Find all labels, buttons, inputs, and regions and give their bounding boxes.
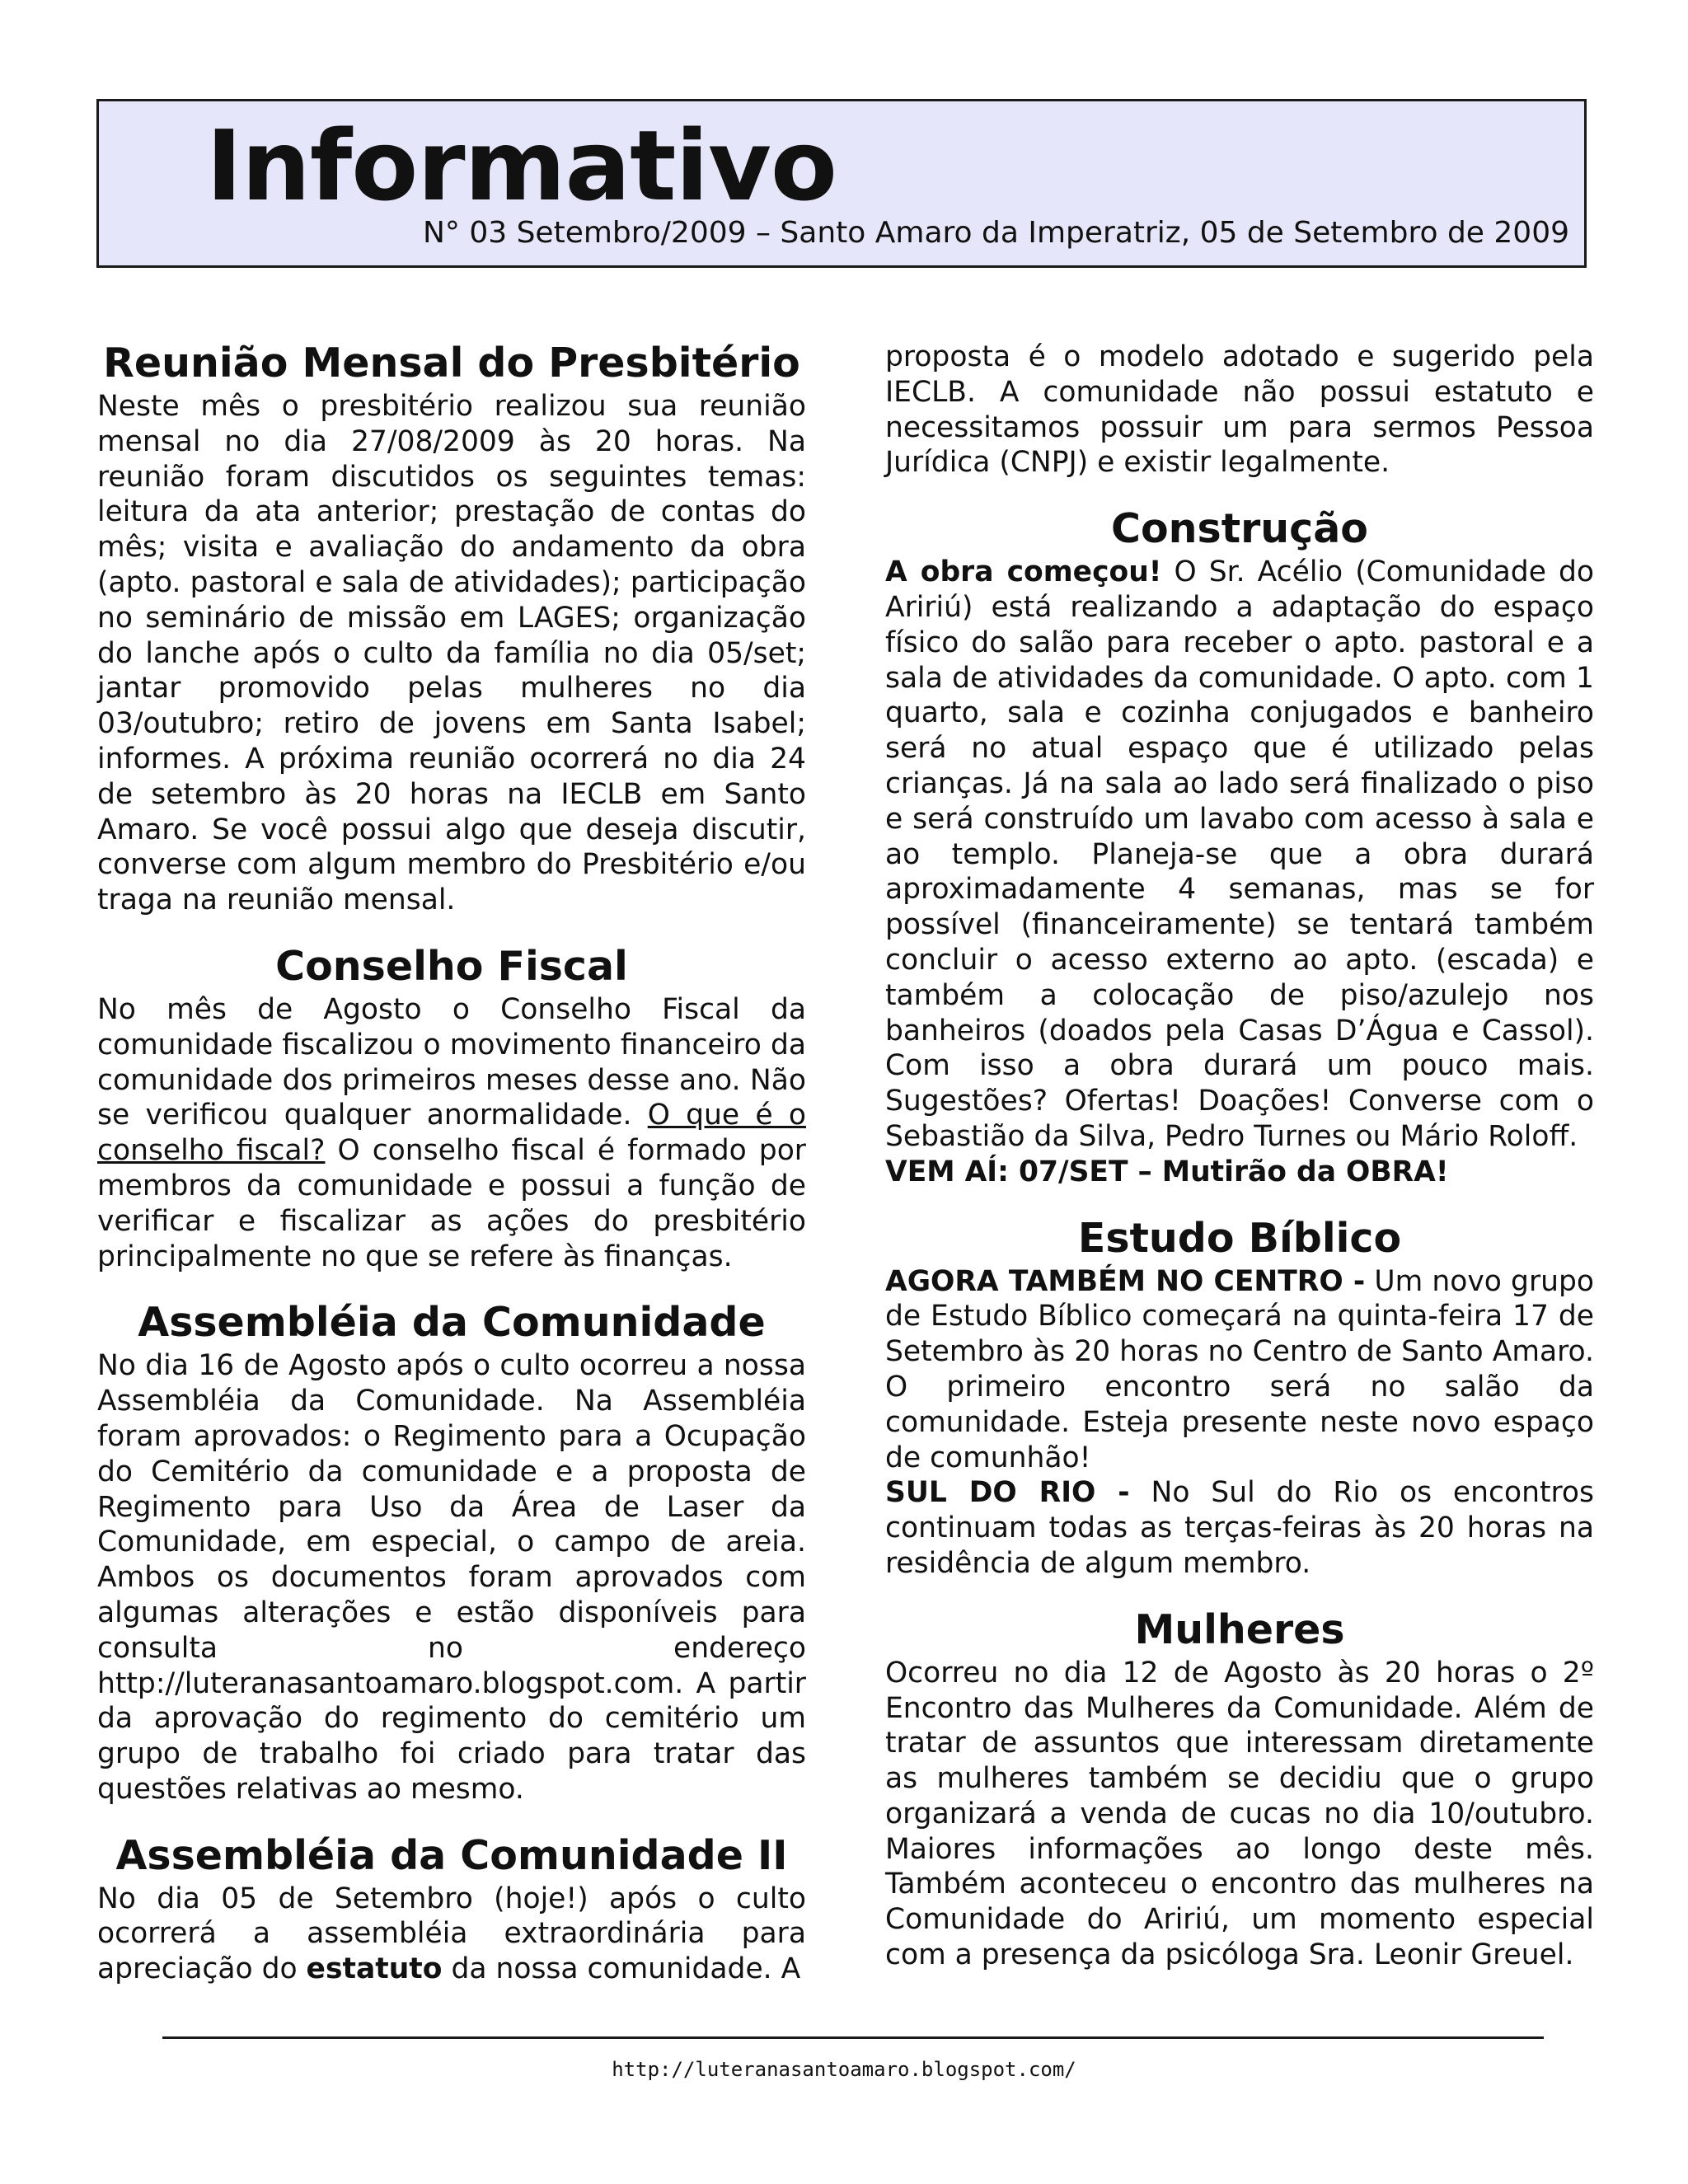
question-text: O que é o conselho fiscal? bbox=[97, 1099, 806, 1168]
section-heading: Assembléia da Comunidade II bbox=[115, 1831, 788, 1879]
section-heading: Estudo Bíblico bbox=[1077, 1214, 1402, 1262]
lead-text: A obra começou! bbox=[885, 555, 1162, 589]
body-text: No Sul do Rio os encontros continuam todas as terças-feiras às 20 horas na residência de algum membro. bbox=[885, 1476, 1594, 1580]
section-body bbox=[885, 1475, 1594, 1581]
body-text: Um novo grupo de Estudo Bíblico começará na quinta-feira 17 de Setembro às 20 horas no Centro de Santo Amaro. O primeiro encontro será no salão da comunidade. Esteja presente neste novo espaço de comunhão! bbox=[885, 1264, 1595, 1474]
spacer bbox=[885, 1582, 1594, 1605]
section-conselho-fiscal bbox=[97, 941, 806, 1274]
right-column bbox=[885, 340, 1594, 1973]
section-body bbox=[885, 1264, 1594, 1476]
body-text: O conselho fiscal é formado por membros da comunidade e possui a função de verificar e fiscalizar as ações do presbitério principalmente no que se refere às finanças. bbox=[97, 1134, 806, 1273]
notice-text: VEM AÍ: 07/SET – Mutirão da OBRA! bbox=[885, 1155, 1449, 1188]
spacer bbox=[97, 1274, 806, 1297]
lead-text: AGORA TAMBÉM NO CENTRO - bbox=[885, 1264, 1366, 1298]
left-column bbox=[97, 338, 806, 1987]
spacer bbox=[97, 918, 806, 941]
section-body: No dia 16 de Agosto após o culto ocorreu a nossa Assembléia da Comunidade. Na Assembléia foram aprovados: o Regimento para a Ocupação do Cemitério da comunidade e a proposta de Regimento para Uso da Área de Laser da Comunidade, em especial, o campo de areia. Ambos os documentos foram aprovados com algumas alterações e estão disponíveis para consulta no endereço http://luteranasantoamaro.blogspot.com. A partir da aprovação do regimento do cemitério um grupo de trabalho foi criado para tratar das questões relativas ao mesmo. bbox=[97, 1349, 806, 1806]
section-heading: Conselho Fiscal bbox=[275, 942, 628, 990]
section-assembleia bbox=[97, 1297, 806, 1807]
section-body: Ocorreu no dia 12 de Agosto às 20 horas o 2º Encontro das Mulheres da Comunidade. Além de tratar de assuntos que interessam diretamente as mulheres também se decidiu que o grupo organizará a venda de cucas no dia 10/outubro. Maiores informações ao longo deste mês. Também aconteceu o encontro das mulheres na Comunidade do Aririú, um momento especial com a presença da psicóloga Sra. Leonir Greuel. bbox=[885, 1656, 1594, 1972]
spacer bbox=[885, 1190, 1594, 1213]
section-assembleia-ii-continued bbox=[885, 340, 1594, 480]
section-body: Neste mês o presbitério realizou sua reunião mensal no dia 27/08/2009 às 20 horas. Na reunião foram discutidos os seguintes temas: leitura da ata anterior; prestação de contas do mês; visita e avaliação do andamento da obra (apto. pastoral e sala de atividades); participação no seminário de missão em LAGES; organização do lanche após o culto da família no dia 05/set; jantar promovido pelas mulheres no dia 03/outubro; retiro de jovens em Santa Isabel; informes. A próxima reunião ocorrerá no dia 24 de setembro às 20 horas na IECLB em Santo Amaro. Se você possui algo que deseja discutir, converse com algum membro do Presbitério e/ou traga na reunião mensal. bbox=[97, 390, 806, 917]
section-heading: Mulheres bbox=[1134, 1605, 1345, 1653]
section-body bbox=[885, 555, 1594, 1155]
section-heading: Reunião Mensal do Presbitério bbox=[103, 340, 800, 387]
newsletter-title: Informativo bbox=[206, 109, 837, 223]
body-text: No mês de Agosto o Conselho Fiscal da comunidade fiscalizou o movimento financeiro da comunidade dos primeiros meses desse ano. Não se verificou qualquer anormalidade. bbox=[97, 992, 806, 1132]
bold-term: estatuto bbox=[306, 1952, 443, 1986]
section-mulheres bbox=[885, 1605, 1594, 1973]
footer-divider bbox=[162, 2036, 1544, 2039]
section-heading: Assembléia da Comunidade bbox=[138, 1299, 766, 1347]
section-body: proposta é o modelo adotado e sugerido pela IECLB. A comunidade não possui estatuto e necessitamos possuir um para sermos Pessoa Jurídica (CNPJ) e existir legalmente. bbox=[885, 340, 1594, 480]
section-body bbox=[97, 1882, 806, 1987]
lead-text: SUL DO RIO - bbox=[885, 1476, 1130, 1510]
section-reuniao bbox=[97, 338, 806, 918]
masthead bbox=[96, 99, 1587, 268]
section-heading: Construção bbox=[1111, 505, 1368, 553]
body-text: No dia 05 de Setembro (hoje!) após o culto ocorrerá a assembléia extraordinária para apreciação do bbox=[97, 1882, 806, 1986]
body-text: O Sr. Acélio (Comunidade do Aririú) está realizando a adaptação do espaço físico do salão para receber o apto. pastoral e a sala de atividades da comunidade. O apto. com 1 quarto, sala e cozinha conjugados e banheiro será no atual espaço que é utilizado pelas crianças. Já na sala ao lado será finalizado o piso e será construído um lavabo com acesso à sala e ao templo. Planeja-se que a obra durará aproximadamente 4 semanas, mas se for possível (financeiramente) se tentará também concluir o acesso externo ao apto. (escada) e também a colocação de piso/azulejo nos banheiros (doados pela Casas D’Água e Cassol). Com isso a obra durará um pouco mais. Sugestões? Ofertas! Doações! Converse com o Sebastião da Silva, Pedro Turnes ou Mário Roloff. bbox=[885, 555, 1594, 1153]
section-assembleia-ii bbox=[97, 1830, 806, 1987]
section-construcao bbox=[885, 504, 1594, 1189]
body-text: da nossa comunidade. A bbox=[442, 1952, 801, 1986]
section-body bbox=[97, 992, 806, 1274]
spacer bbox=[97, 1807, 806, 1830]
issue-info: N° 03 Setembro/2009 – Santo Amaro da Imperatriz, 05 de Setembro de 2009 bbox=[422, 216, 1569, 250]
footer-url: http://luteranasantoamaro.blogspot.com/ bbox=[612, 2058, 1076, 2081]
section-estudo-biblico bbox=[885, 1213, 1594, 1582]
spacer bbox=[885, 480, 1594, 504]
